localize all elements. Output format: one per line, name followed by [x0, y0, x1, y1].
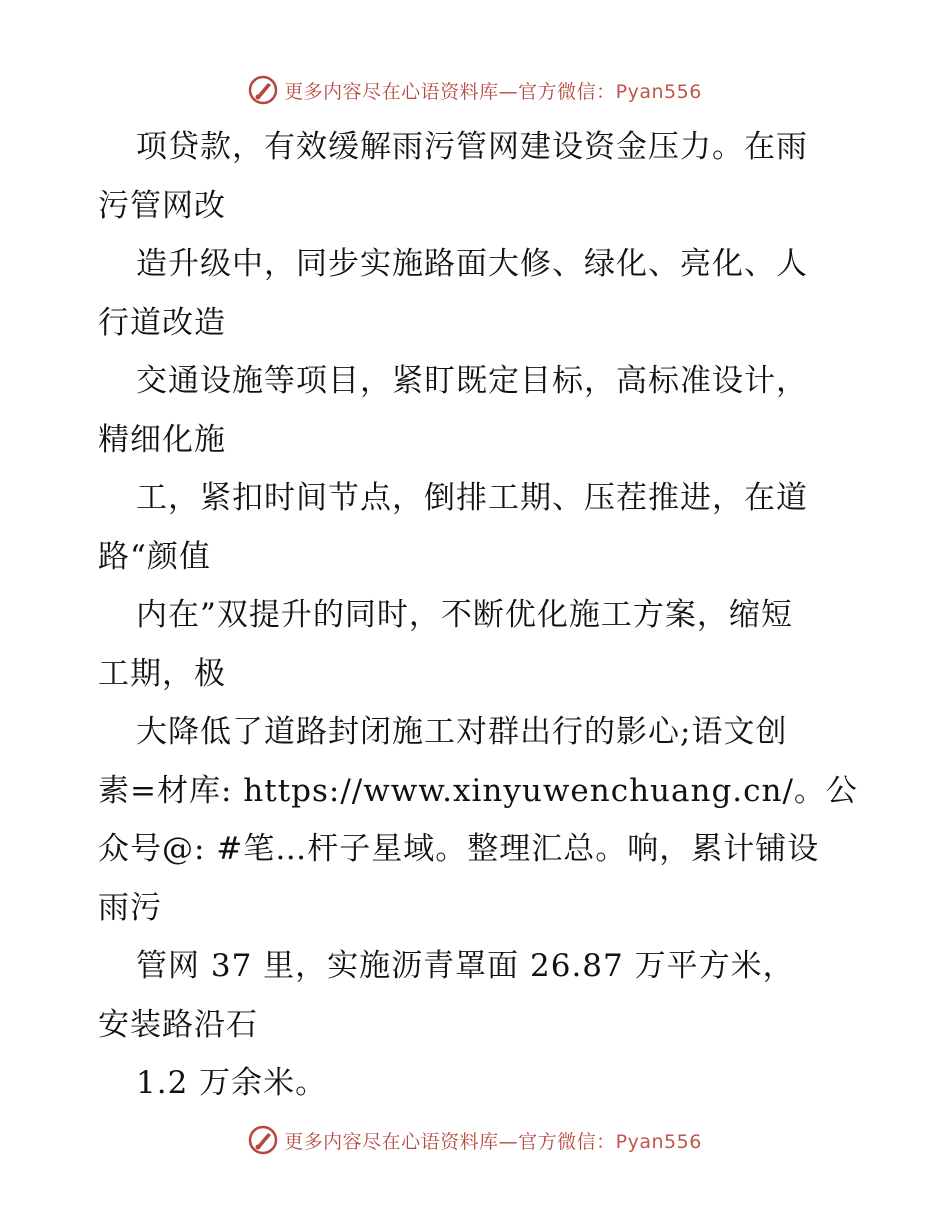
- body-line: 雨污: [98, 889, 162, 926]
- watermark-text: 更多内容尽在心语资料库—官方微信：Pyan556: [284, 1130, 702, 1153]
- body-line: 污管网改: [98, 187, 226, 224]
- footer-watermark: [0, 1120, 950, 1160]
- body-line: 项贷款，有效缓解雨污管网建设资金压力。在雨: [136, 129, 808, 165]
- body-line: 路“颜值: [98, 538, 211, 575]
- body-line: 管网 37 里，实施沥青罩面 26.87 万平方米，: [136, 948, 795, 984]
- body-line: 交通设施等项目，紧盯既定目标，高标准设计，: [136, 363, 808, 399]
- body-line: 安装路沿石: [98, 1006, 258, 1043]
- body-line: 1.2 万余米。: [136, 1065, 328, 1101]
- body-line: 素=材库: https://www.xinyuwenchuang.cn/。公: [98, 772, 858, 809]
- brush-logo-icon: [248, 75, 278, 105]
- watermark-text: 更多内容尽在心语资料库—官方微信：Pyan556: [284, 80, 702, 103]
- body-line: 工，紧扣时间节点，倒排工期、压茬推进，在道: [136, 480, 808, 516]
- body-line: 内在”双提升的同时，不断优化施工方案，缩短: [136, 597, 793, 633]
- body-line: 造升级中，同步实施路面大修、绿化、亮化、人: [136, 246, 808, 282]
- body-line: 工期，极: [98, 655, 226, 692]
- body-line: 众号@: #笔…杆子星域。整理汇总。响，累计铺设: [98, 831, 820, 867]
- document-body: [98, 118, 858, 1113]
- body-line: 大降低了道路封闭施工对群出行的影心;语文创: [136, 714, 788, 750]
- header-watermark: [0, 70, 950, 110]
- brush-logo-icon: [248, 1125, 278, 1155]
- body-line: 精细化施: [98, 421, 226, 458]
- body-line: 行道改造: [98, 304, 226, 341]
